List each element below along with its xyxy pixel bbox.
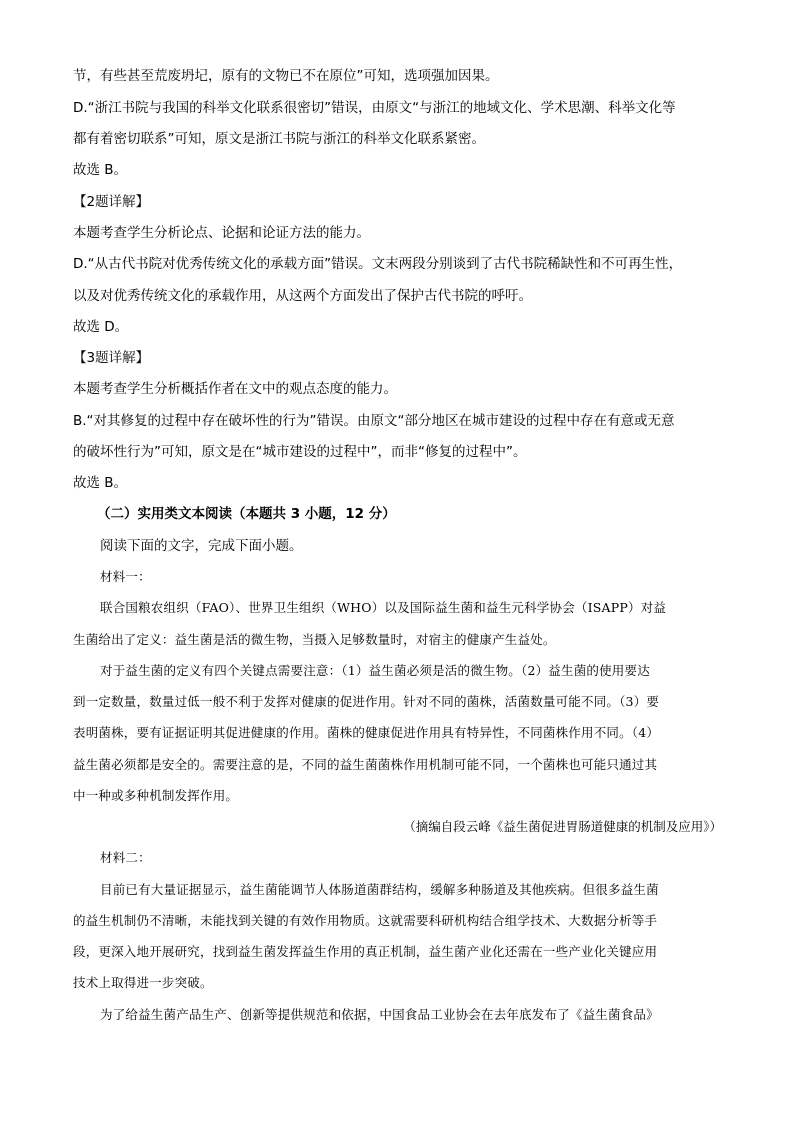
material1-line: 生菌给出了定义：益生菌是活的微生物，当摄入足够数量时，对宿主的健康产生益处。 <box>73 632 556 647</box>
answer-line: 故选 B。 <box>73 475 128 491</box>
analysis-line: 的破坏性行为”可知，原文是在“城市建设的过程中”，而非“修复的过程中”。 <box>73 444 527 460</box>
material2-line: 技术上取得进一步突破。 <box>73 975 213 990</box>
material1-line: 益生菌必须都是安全的。需要注意的是，不同的益生菌菌株作用机制可能不同，一个菌株也可能只通过其 <box>73 757 658 772</box>
answer-line: 故选 D。 <box>73 319 129 335</box>
analysis-line: 以及对优秀传统文化的承载作用，从这两个方面发出了保护古代书院的呼吁。 <box>73 288 532 304</box>
analysis-line: 本题考查学生分析概括作者在文中的观点态度的能力。 <box>73 381 397 397</box>
material1-line: 联合国粮农组织（FAO）、世界卫生组织（WHO）以及国际益生菌和益生元科学协会（ISAPP）对益 <box>100 600 667 615</box>
answer-line: 故选 B。 <box>73 162 128 178</box>
material1-line: 对于益生菌的定义有四个关键点需要注意：（1）益生菌必须是活的微生物。（2）益生菌的使用要达 <box>100 663 650 678</box>
q2-heading: 【2题详解】 <box>73 194 150 210</box>
analysis-line: D.“从古代书院对优秀传统文化的承载方面”错误。文末两段分别谈到了古代书院稀缺性和不可再生性， <box>73 256 683 272</box>
material1-label: 材料一： <box>100 569 151 584</box>
analysis-line: 本题考查学生分析论点、论据和论证方法的能力。 <box>73 225 370 241</box>
material1-line: 到一定数量，数量过低一般不利于发挥对健康的促进作用。针对不同的菌株，活菌数量可能不同。（3）要 <box>73 694 660 709</box>
material2-line: 为了给益生菌产品生产、创新等提供规范和依据，中国食品工业协会在去年底发布了《益生菌食品》 <box>100 1007 659 1022</box>
section-instruction: 阅读下面的文字，完成下面小题。 <box>100 538 303 554</box>
material1-line: 表明菌株，要有证据证明其促进健康的作用。菌株的健康促进作用具有特异性，不同菌株作用不同。（4） <box>73 725 660 740</box>
material2-line: 目前已有大量证据显示，益生菌能调节人体肠道菌群结构，缓解多种肠道及其他疾病。但很多益生菌 <box>100 882 659 897</box>
analysis-line: D.“浙江书院与我国的科举文化联系很密切”错误，由原文“与浙江的地域文化、学术思潮、科举文化等 <box>73 100 676 116</box>
section-title: （二）实用类文本阅读（本题共 3 小题，12 分） <box>97 506 396 522</box>
material2-label: 材料二： <box>100 850 151 865</box>
analysis-line: 都有着密切联系”可知，原文是浙江书院与浙江的科举文化联系紧密。 <box>73 131 485 147</box>
q3-heading: 【3题详解】 <box>73 350 150 366</box>
material1-line: 中一种或多种机制发挥作用。 <box>73 788 239 803</box>
analysis-line: B.“对其修复的过程中存在破坏性的行为”错误。由原文“部分地区在城市建设的过程中存在有意或无意 <box>73 413 675 429</box>
material1-source: （摘编自段云峰《益生菌促进胃肠道健康的机制及应用》） <box>403 819 722 834</box>
material2-line: 段，更深入地开展研究，找到益生菌发挥益生作用的真正机制，益生菌产业化还需在一些产业化关键应用 <box>73 944 658 959</box>
material2-line: 的益生机制仍不清晰，未能找到关键的有效作用物质。这就需要科研机构结合组学技术、大数据分析等手 <box>73 913 658 928</box>
analysis-line: 节，有些甚至荒废坍圮，原有的文物已不在原位”可知，选项强加因果。 <box>73 68 499 84</box>
